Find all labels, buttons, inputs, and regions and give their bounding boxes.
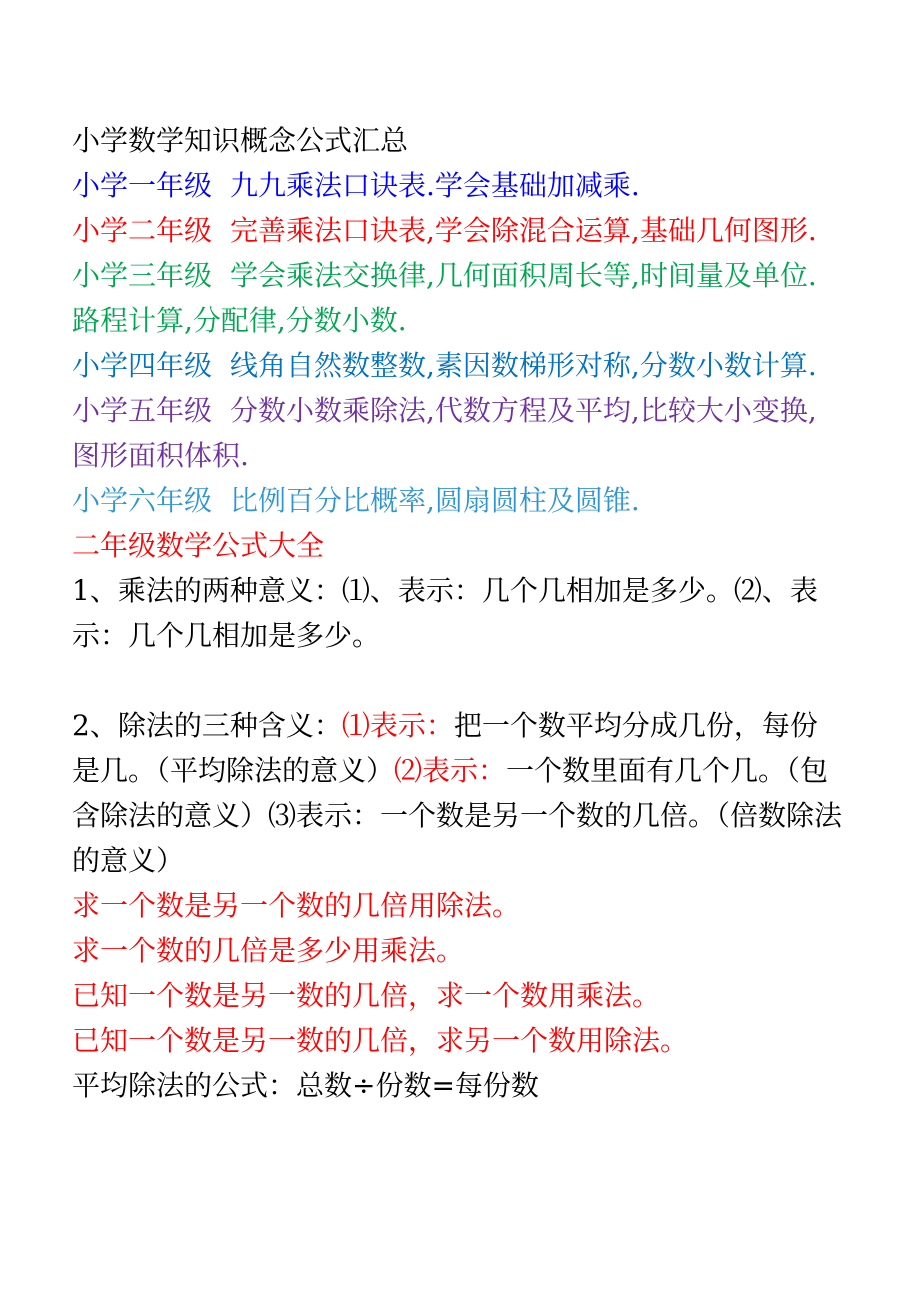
grade-1-name: 小学一年级 [72, 169, 213, 202]
grade-5-line [72, 388, 842, 478]
rule-3: 已知一个数是另一数的几倍，求一个数用乘法。 [72, 979, 661, 1012]
rule-4: 已知一个数是另一数的几倍，求另一个数用除法。 [72, 1024, 689, 1057]
blank-line [72, 658, 842, 703]
grade-5-name: 小学五年级 [72, 394, 213, 427]
grade-5-text: 分数小数乘除法,代数方程及平均,比较大小变换,图形面积体积. [72, 394, 817, 472]
grade-1-line [72, 163, 842, 208]
document-body [72, 118, 842, 1108]
average-division-formula: 平均除法的公式：总数÷份数=每份数 [72, 1069, 539, 1102]
item-1-multiplication-meaning: 1、乘法的两种意义：⑴、表示：几个几相加是多少。⑵、表示：几个几相加是多少。 [72, 574, 818, 652]
item-2-meaning-1-label: ⑴表示： [341, 709, 454, 742]
item-2-meaning-2-label: ⑵表示： [394, 754, 507, 787]
grade-6-line [72, 478, 842, 523]
section-title: 二年级数学公式大全 [72, 529, 325, 562]
document-title: 小学数学知识概念公式汇总 [72, 124, 409, 157]
grade-4-name: 小学四年级 [72, 349, 213, 382]
item-2-meaning-2-text: 一个数里面有几个几。（包含除法的意义）⑶表示：一个数是另一个数的几倍。（倍数除法的意义） [72, 754, 843, 877]
grade-2-line [72, 208, 842, 253]
grade-4-line [72, 343, 842, 388]
rule-1: 求一个数是另一个数的几倍用除法。 [72, 889, 521, 922]
grade-3-text: 学会乘法交换律,几何面积周长等,时间量及单位.路程计算,分配律,分数小数. [72, 259, 817, 337]
grade-6-text: 比例百分比概率,圆扇圆柱及圆锥. [230, 484, 640, 517]
grade-1-text: 九九乘法口诀表.学会基础加减乘. [230, 169, 640, 202]
grade-2-name: 小学二年级 [72, 214, 213, 247]
item-2-meaning-1-text: 把一个数平均分成几份，每份是几。（平均除法的意义） [72, 709, 818, 787]
item-2-division-meaning [72, 703, 842, 883]
grade-3-line [72, 253, 842, 343]
grade-3-name: 小学三年级 [72, 259, 213, 292]
grade-6-name: 小学六年级 [72, 484, 213, 517]
item-2-prefix: 2、除法的三种含义： [72, 709, 342, 742]
grade-4-text: 线角自然数整数,素因数梯形对称,分数小数计算. [230, 349, 817, 382]
grade-2-text: 完善乘法口诀表,学会除混合运算,基础几何图形. [230, 214, 817, 247]
rule-2: 求一个数的几倍是多少用乘法。 [72, 934, 465, 967]
